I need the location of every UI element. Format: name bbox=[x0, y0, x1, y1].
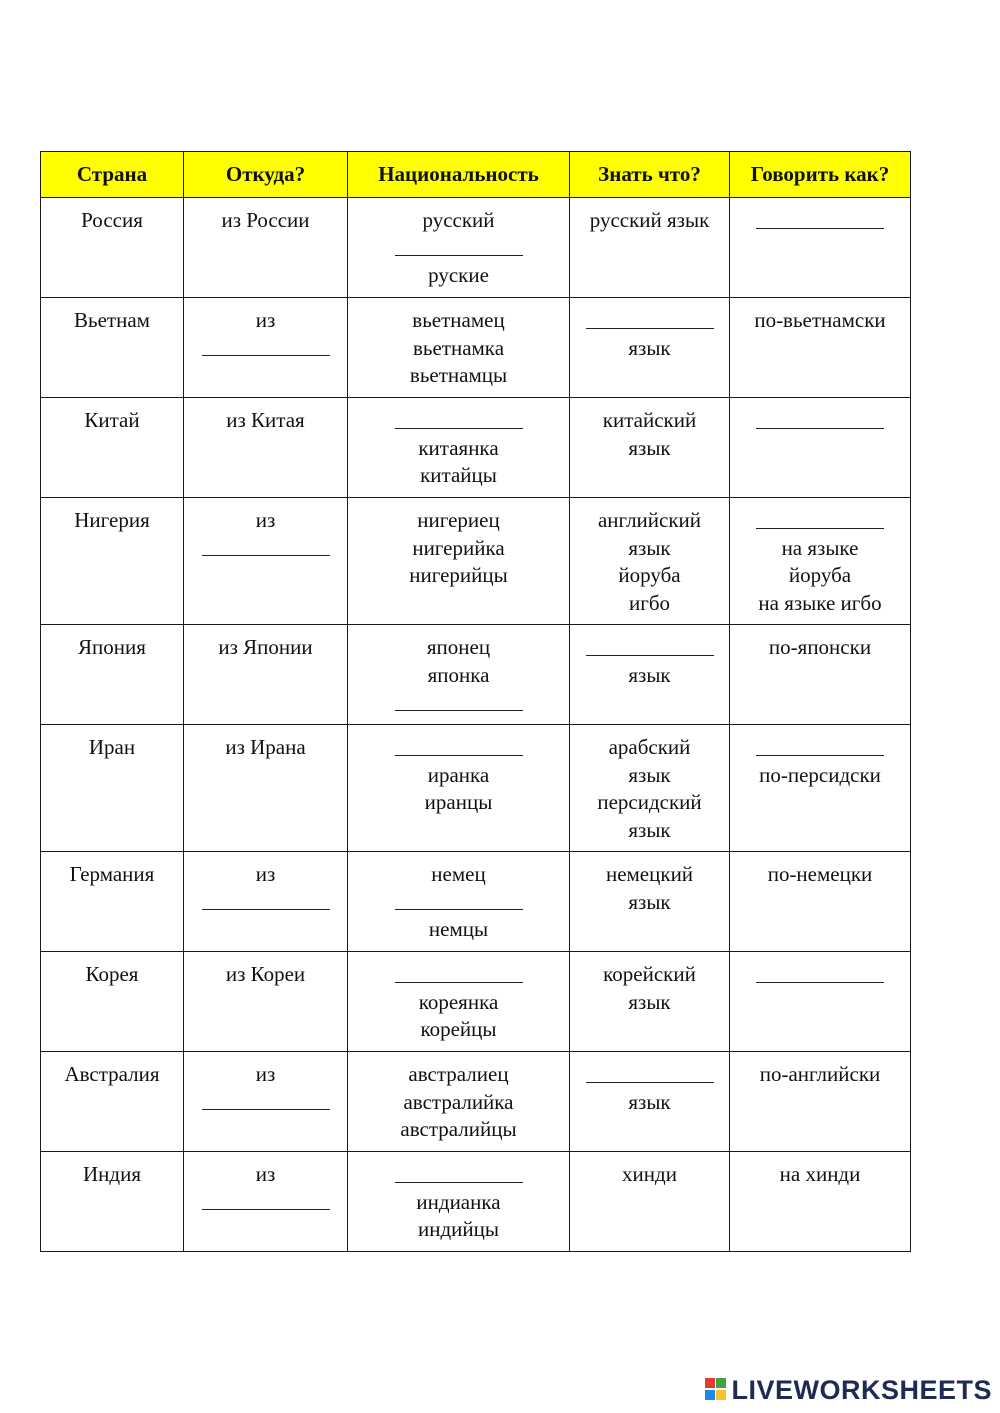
cell-text: язык bbox=[628, 335, 671, 360]
logo-square bbox=[716, 1390, 726, 1400]
table-row bbox=[41, 498, 911, 625]
answer-input[interactable] bbox=[586, 311, 714, 331]
cell-text: корейцы bbox=[420, 1017, 497, 1041]
cell-text: на языке bbox=[781, 535, 859, 560]
table-row bbox=[41, 298, 911, 398]
cell-text: нигериец bbox=[417, 508, 500, 532]
table-row bbox=[41, 952, 911, 1052]
cell-text: Китай bbox=[84, 408, 140, 432]
blank-answer-field[interactable] bbox=[352, 235, 565, 263]
table-row bbox=[41, 398, 911, 498]
cell-know-what bbox=[570, 398, 730, 498]
cell-speak-how bbox=[730, 852, 911, 952]
cell-from-where bbox=[184, 1152, 348, 1252]
cell-text: китайский bbox=[602, 408, 697, 432]
cell-speak-how bbox=[730, 398, 911, 498]
header-nationality: Национальность bbox=[348, 152, 570, 198]
cell-know-what bbox=[570, 625, 730, 725]
cell-text: китайцы bbox=[420, 463, 497, 487]
blank-answer-field[interactable] bbox=[352, 734, 565, 762]
answer-input[interactable] bbox=[586, 1065, 714, 1085]
blank-answer-field[interactable] bbox=[188, 889, 343, 917]
blank-answer-field[interactable] bbox=[734, 961, 906, 989]
table-body bbox=[41, 198, 911, 1252]
header-row bbox=[41, 152, 911, 198]
answer-input[interactable] bbox=[586, 638, 714, 658]
cell-know-what bbox=[570, 498, 730, 625]
cell-text: персидский bbox=[597, 790, 702, 814]
cell-text: Германия bbox=[69, 862, 155, 886]
answer-input[interactable] bbox=[756, 511, 884, 531]
blank-answer-field[interactable] bbox=[352, 407, 565, 435]
cell-nationality bbox=[348, 725, 570, 852]
cell-nationality bbox=[348, 198, 570, 298]
cell-text: немец bbox=[431, 862, 486, 886]
table-row bbox=[41, 1052, 911, 1152]
cell-text: по-японски bbox=[768, 635, 872, 659]
table-row bbox=[41, 198, 911, 298]
cell-from-where bbox=[184, 625, 348, 725]
cell-speak-how bbox=[730, 298, 911, 398]
cell-text: арабский bbox=[608, 735, 691, 759]
cell-from-where bbox=[184, 198, 348, 298]
logo-square bbox=[705, 1390, 715, 1400]
table-row bbox=[41, 625, 911, 725]
cell-nationality bbox=[348, 398, 570, 498]
cell-text: по-немецки bbox=[767, 862, 873, 886]
blank-answer-field[interactable] bbox=[188, 1189, 343, 1217]
cell-text: язык bbox=[628, 662, 671, 687]
cell-know-what bbox=[570, 952, 730, 1052]
cell-text: игбо bbox=[628, 590, 671, 615]
cell-text: из Японии bbox=[218, 635, 313, 659]
cell-text: корейский bbox=[603, 962, 696, 986]
blank-answer-field[interactable] bbox=[188, 535, 343, 563]
cell-nationality bbox=[348, 1152, 570, 1252]
cell-country bbox=[41, 398, 184, 498]
cell-nationality bbox=[348, 498, 570, 625]
cell-text: нигерийка bbox=[412, 535, 505, 560]
cell-text: язык bbox=[628, 535, 671, 560]
cell-text: язык bbox=[628, 435, 671, 460]
cell-text: по-вьетнамски bbox=[754, 308, 886, 332]
table-row bbox=[41, 852, 911, 952]
blank-answer-field[interactable] bbox=[574, 634, 725, 662]
cell-speak-how bbox=[730, 198, 911, 298]
cell-speak-how bbox=[730, 498, 911, 625]
answer-input[interactable] bbox=[202, 1092, 330, 1112]
cell-text: язык bbox=[628, 817, 671, 842]
answer-input[interactable] bbox=[395, 238, 523, 258]
cell-text: язык bbox=[628, 889, 671, 914]
cell-nationality bbox=[348, 852, 570, 952]
cell-text: иранка bbox=[427, 762, 490, 787]
cell-text: вьетнамцы bbox=[409, 363, 508, 387]
cell-country bbox=[41, 1052, 184, 1152]
blank-answer-field[interactable] bbox=[734, 507, 906, 535]
header-know-what: Знать что? bbox=[570, 152, 730, 198]
cell-speak-how bbox=[730, 952, 911, 1052]
cell-text: по-персидски bbox=[759, 762, 881, 787]
answer-input[interactable] bbox=[395, 738, 523, 758]
cell-nationality bbox=[348, 298, 570, 398]
worksheet-table bbox=[40, 151, 911, 1252]
cell-speak-how bbox=[730, 625, 911, 725]
answer-input[interactable] bbox=[756, 738, 884, 758]
cell-from-where bbox=[184, 498, 348, 625]
cell-text: язык bbox=[628, 989, 671, 1014]
table-row bbox=[41, 725, 911, 852]
cell-from-where bbox=[184, 1052, 348, 1152]
answer-input[interactable] bbox=[395, 892, 523, 912]
header-from-where: Откуда? bbox=[184, 152, 348, 198]
cell-text: руские bbox=[428, 263, 489, 287]
cell-nationality bbox=[348, 1052, 570, 1152]
cell-text: Вьетнам bbox=[74, 308, 150, 332]
cell-text: вьетнамка bbox=[412, 335, 505, 360]
blank-answer-field[interactable] bbox=[352, 961, 565, 989]
answer-input[interactable] bbox=[756, 965, 884, 985]
blank-answer-field[interactable] bbox=[352, 1161, 565, 1189]
cell-text: Австралия bbox=[64, 1062, 160, 1086]
blank-answer-field[interactable] bbox=[734, 734, 906, 762]
answer-input[interactable] bbox=[395, 693, 523, 713]
cell-text: язык bbox=[628, 762, 671, 787]
cell-text: Нигерия bbox=[74, 508, 150, 532]
header-country: Страна bbox=[41, 152, 184, 198]
cell-country bbox=[41, 298, 184, 398]
cell-text: хинди bbox=[622, 1162, 677, 1186]
blank-answer-field[interactable] bbox=[352, 889, 565, 917]
cell-country bbox=[41, 625, 184, 725]
blank-answer-field[interactable] bbox=[574, 1061, 725, 1089]
blank-answer-field[interactable] bbox=[188, 1089, 343, 1117]
cell-country bbox=[41, 498, 184, 625]
cell-text: Корея bbox=[85, 962, 139, 986]
cell-speak-how bbox=[730, 725, 911, 852]
blank-answer-field[interactable] bbox=[734, 407, 906, 435]
cell-speak-how bbox=[730, 1052, 911, 1152]
cell-text: из bbox=[255, 308, 276, 332]
blank-answer-field[interactable] bbox=[734, 207, 906, 235]
answer-input[interactable] bbox=[395, 411, 523, 431]
cell-text: индийцы bbox=[418, 1217, 499, 1241]
cell-from-where bbox=[184, 852, 348, 952]
cell-country bbox=[41, 852, 184, 952]
cell-text: по-английски bbox=[759, 1062, 881, 1086]
cell-know-what bbox=[570, 725, 730, 852]
cell-text: китаянка bbox=[418, 435, 499, 460]
cell-text: из bbox=[255, 508, 276, 532]
cell-text: Россия bbox=[81, 208, 143, 232]
logo-square bbox=[705, 1378, 715, 1388]
header-speak-how: Говорить как? bbox=[730, 152, 911, 198]
cell-country bbox=[41, 1152, 184, 1252]
cell-nationality bbox=[348, 625, 570, 725]
cell-country bbox=[41, 725, 184, 852]
answer-input[interactable] bbox=[202, 1192, 330, 1212]
cell-text: из bbox=[255, 862, 276, 886]
cell-know-what bbox=[570, 1052, 730, 1152]
cell-from-where bbox=[184, 398, 348, 498]
cell-country bbox=[41, 952, 184, 1052]
cell-text: австралийцы bbox=[400, 1117, 517, 1141]
cell-know-what bbox=[570, 198, 730, 298]
cell-text: японец bbox=[426, 635, 491, 659]
logo-mark-icon bbox=[705, 1378, 727, 1402]
cell-know-what bbox=[570, 852, 730, 952]
cell-know-what bbox=[570, 1152, 730, 1252]
cell-text: йоруба bbox=[788, 563, 852, 587]
cell-text: на хинди bbox=[779, 1162, 861, 1186]
cell-from-where bbox=[184, 952, 348, 1052]
cell-text: немецкий bbox=[605, 862, 694, 886]
cell-text: из bbox=[255, 1162, 276, 1186]
cell-from-where bbox=[184, 298, 348, 398]
cell-text: иранцы bbox=[424, 790, 493, 814]
cell-text: из Китая bbox=[226, 408, 305, 432]
answer-input[interactable] bbox=[202, 338, 330, 358]
cell-text: язык bbox=[628, 1089, 671, 1114]
cell-text: русский bbox=[422, 208, 495, 232]
cell-text: вьетнамец bbox=[412, 308, 505, 332]
cell-from-where bbox=[184, 725, 348, 852]
cell-text: австралиец bbox=[408, 1062, 509, 1086]
cell-text: йоруба bbox=[618, 563, 681, 587]
cell-text: японка bbox=[427, 662, 490, 687]
cell-know-what bbox=[570, 298, 730, 398]
cell-text: из bbox=[255, 1062, 276, 1086]
blank-answer-field[interactable] bbox=[352, 689, 565, 717]
answer-input[interactable] bbox=[202, 538, 330, 558]
cell-text: из Кореи bbox=[225, 962, 306, 986]
liveworksheets-logo bbox=[705, 1375, 992, 1405]
answer-input[interactable] bbox=[202, 892, 330, 912]
answer-input[interactable] bbox=[395, 965, 523, 985]
table-row bbox=[41, 1152, 911, 1252]
cell-text: из России bbox=[221, 208, 310, 232]
cell-text: австралийка bbox=[403, 1089, 514, 1114]
cell-text: Япония bbox=[78, 635, 146, 659]
cell-text: английский bbox=[597, 508, 702, 532]
cell-text: нигерийцы bbox=[409, 563, 508, 587]
cell-text: на языке игбо bbox=[758, 590, 882, 615]
cell-text: немцы bbox=[428, 917, 489, 941]
cell-speak-how bbox=[730, 1152, 911, 1252]
answer-input[interactable] bbox=[756, 211, 884, 231]
answer-input[interactable] bbox=[756, 411, 884, 431]
blank-answer-field[interactable] bbox=[574, 307, 725, 335]
cell-text: кореянка bbox=[418, 989, 499, 1014]
cell-nationality bbox=[348, 952, 570, 1052]
cell-country bbox=[41, 198, 184, 298]
cell-text: русский язык bbox=[589, 208, 710, 232]
logo-text: LIVEWORKSHEETS bbox=[731, 1374, 992, 1405]
cell-text: Индия bbox=[83, 1162, 141, 1186]
cell-text: из Ирана bbox=[225, 735, 306, 759]
cell-text: индианка bbox=[416, 1189, 501, 1214]
logo-square bbox=[716, 1378, 726, 1388]
blank-answer-field[interactable] bbox=[188, 335, 343, 363]
cell-text: Иран bbox=[88, 735, 136, 759]
answer-input[interactable] bbox=[395, 1165, 523, 1185]
